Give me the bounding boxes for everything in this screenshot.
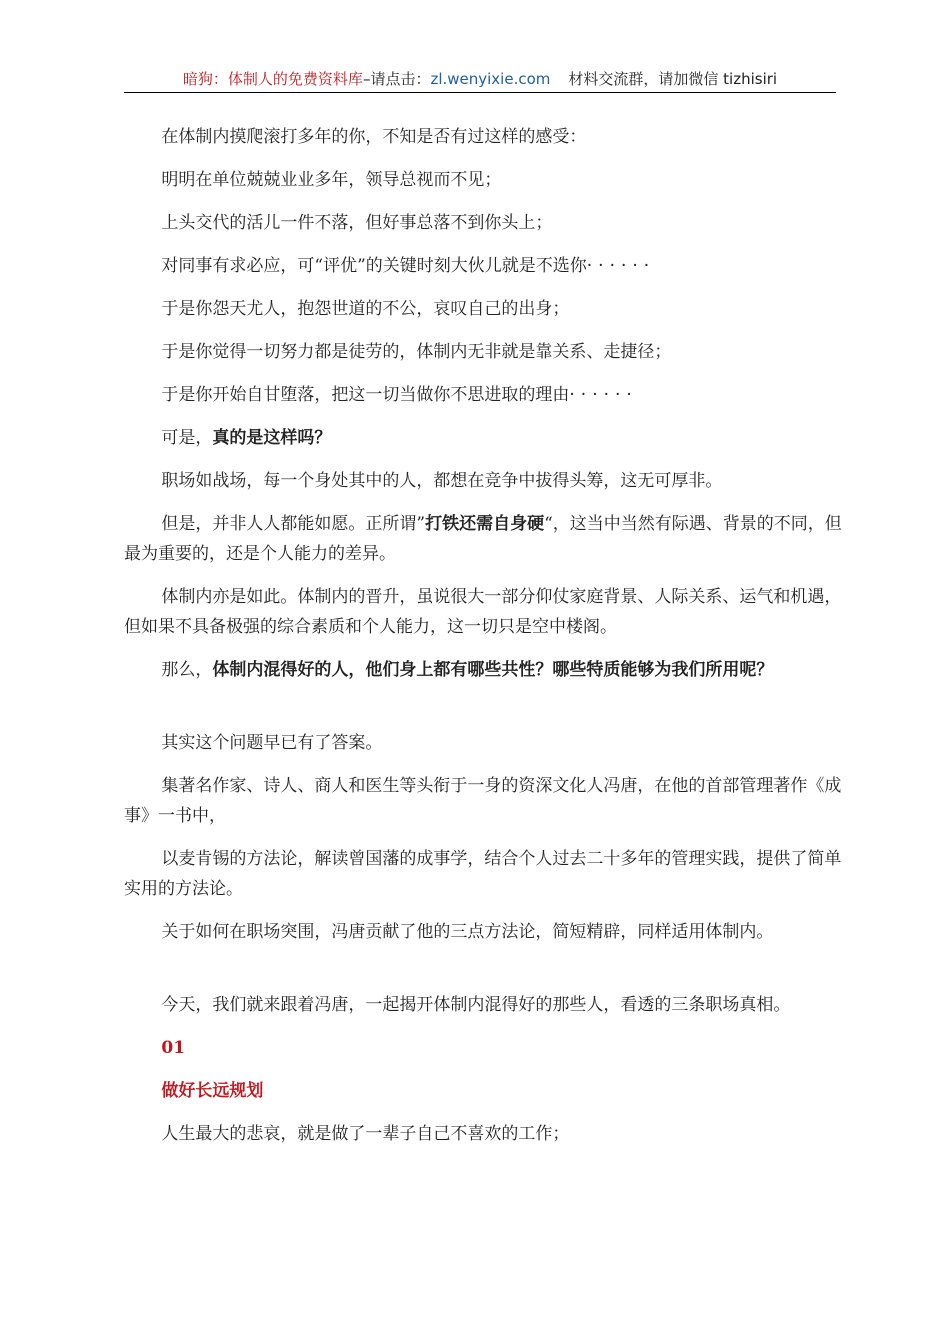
paragraph-12-prefix: 那么，: [161, 660, 213, 680]
paragraph-4-text: 对同事有求必应，可“评优”的关键时刻大伙儿就是不选你: [161, 256, 587, 276]
paragraph-10-suffix: “，这当中当然有际遇、背景的不同，但最为重要的，还是个人能力的差异。: [124, 514, 842, 564]
paragraph-4: [124, 251, 850, 281]
article-body: [124, 122, 850, 1162]
paragraph-5: 于是你怨天尤人，抱怨世道的不公，哀叹自己的出身；: [161, 299, 570, 319]
paragraph-7-text: 于是你开始自甘堕落，把这一切当做你不思进取的理由: [161, 385, 570, 405]
section-title: 做好长远规划: [161, 1081, 264, 1101]
paragraph-10: [124, 509, 850, 569]
paragraph-18: 人生最大的悲哀，就是做了一辈子自己不喜欢的工作；: [161, 1124, 570, 1144]
paragraph-12-bold: 体制内混得好的人，他们身上都有哪些共性？哪些特质能够为我们所用呢？: [212, 660, 774, 680]
paragraph-8: [124, 423, 850, 453]
header-url-link[interactable]: zl.wenyixie.com: [430, 70, 551, 88]
paragraph-3: 上头交代的活儿一件不落，但好事总落不到你头上；: [161, 213, 553, 233]
paragraph-8-prefix: 可是，: [161, 428, 213, 448]
paragraph-16: 关于如何在职场突围，冯唐贡献了他的三点方法论，简短精辟，同样适用体制内。: [161, 922, 774, 942]
paragraph-7: [124, 380, 850, 410]
header-wechat-note: 材料交流群，请加微信 tizhisiri: [568, 70, 778, 88]
header-click-prompt: –请点击：: [362, 70, 431, 88]
paragraph-14: 集著名作家、诗人、商人和医生等头衔于一身的资深文化人冯唐，在他的首部管理著作《成事》一书中，: [124, 776, 842, 826]
section-number: 01: [161, 1038, 186, 1058]
paragraph-11: 体制内亦是如此。体制内的晋升，虽说很大一部分仰仗家庭背景、人际关系、运气和机遇，但如果不具备极强的综合素质和个人能力，这一切只是空中楼阁。: [124, 587, 842, 637]
paragraph-6: 于是你觉得一切努力都是徒劳的，体制内无非就是靠关系、走捷径；: [161, 342, 672, 362]
paragraph-9: 职场如战场，每一个身处其中的人，都想在竞争中拔得头筹，这无可厚非。: [161, 471, 723, 491]
paragraph-12: [124, 655, 850, 685]
paragraph-1: 在体制内摸爬滚打多年的你，不知是否有过这样的感受：: [161, 127, 587, 147]
ellipsis-dots: ······: [586, 256, 656, 276]
header-brand: 暗狗：体制人的免费资料库: [182, 70, 363, 88]
paragraph-17: 今天，我们就来跟着冯唐，一起揭开体制内混得好的那些人，看透的三条职场真相。: [161, 995, 791, 1015]
ellipsis-dots: ······: [569, 385, 638, 405]
paragraph-8-bold: 真的是这样吗？: [212, 428, 332, 448]
paragraph-10-prefix: 但是，并非人人都能如愿。正所谓”: [161, 514, 426, 534]
page-header: [124, 66, 836, 93]
paragraph-2: 明明在单位兢兢业业多年，领导总视而不见；: [161, 170, 502, 190]
paragraph-15: 以麦肯锡的方法论，解读曾国藩的成事学，结合个人过去二十多年的管理实践，提供了简单实用的方法论。: [124, 849, 842, 899]
paragraph-13: 其实这个问题早已有了答案。: [161, 733, 383, 753]
paragraph-10-bold: 打铁还需自身硬: [425, 514, 545, 534]
